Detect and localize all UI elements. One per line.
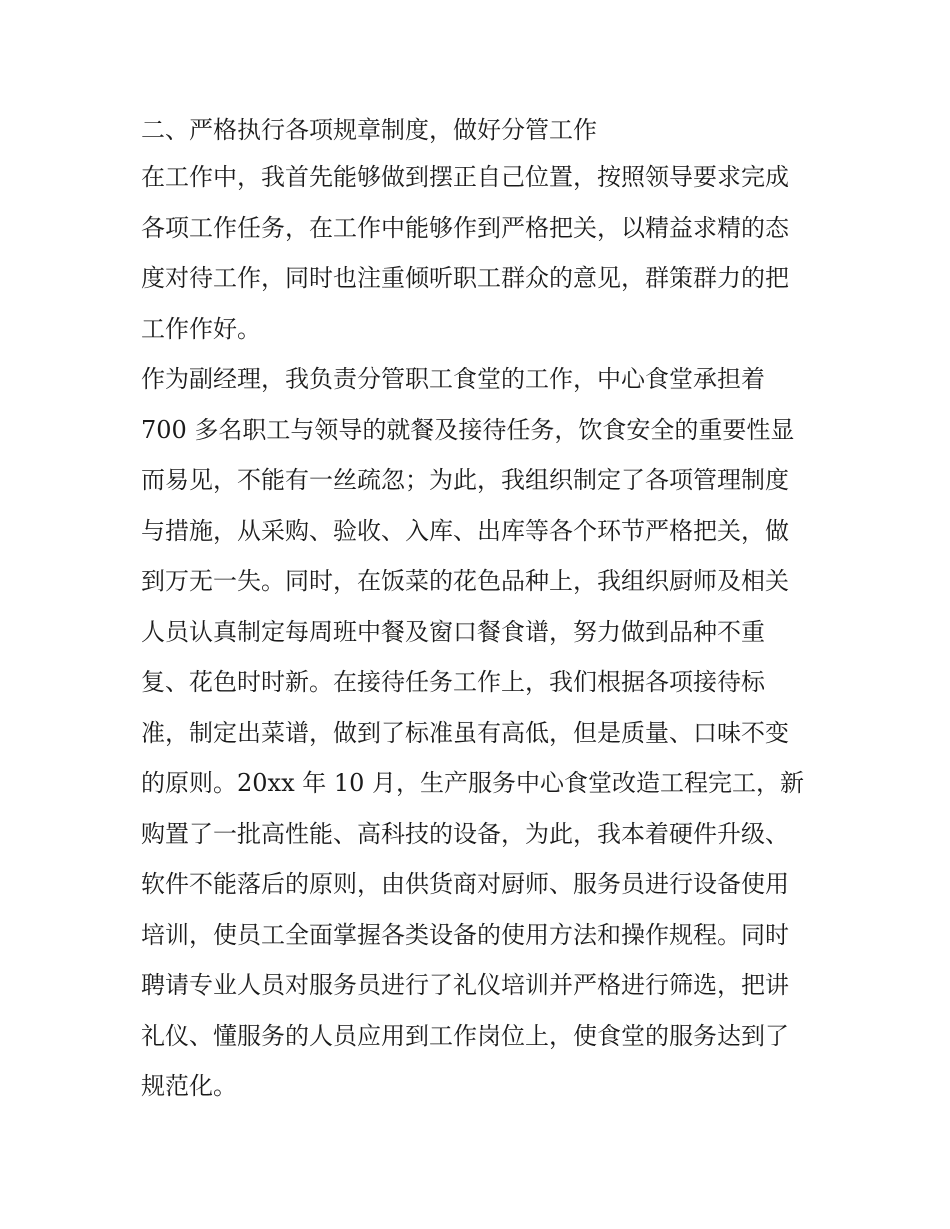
paragraph-line: 购置了一批高性能、高科技的设备，为此，我本着硬件升级、 [141,819,789,848]
paragraph-line: 复、花色时时新。在接待任务工作上，我们根据各项接待标 [141,668,765,696]
paragraph-line: 聘请专业人员对服务员进行了礼仪培训并严格进行筛选，把讲 [141,971,789,999]
paragraph-line: 各项工作任务，在工作中能够作到严格把关，以精益求精的态 [141,213,789,242]
paragraph-line: 培训，使员工全面掌握各类设备的使用方法和操作规程。同时 [141,920,789,949]
document-body [141,108,821,1112]
paragraph-line: 而易见，不能有一丝疏忽；为此，我组织制定了各项管理制度 [141,466,789,494]
paragraph-line: 度对待工作，同时也注重倾听职工群众的意见，群策群力的把 [141,264,789,292]
section-heading: 二、严格执行各项规章制度，做好分管工作 [141,116,597,144]
paragraph-line: 700 多名职工与领导的就餐及接待任务，饮食安全的重要性显 [141,415,795,444]
paragraph-line: 作为副经理，我负责分管职工食堂的工作，中心食堂承担着 [141,365,765,393]
paragraph-line: 软件不能落后的原则，由供货商对厨师、服务员进行设备使用 [141,870,789,898]
paragraph-2 [141,354,821,1112]
paragraph-line: 准，制定出菜谱，做到了标准虽有高低，但是质量、口味不变 [141,718,789,747]
paragraph-line: 人员认真制定每周班中餐及窗口餐食谱，努力做到品种不重 [141,617,765,646]
paragraph-line: 的原则。20xx 年 10 月，生产服务中心食堂改造工程完工，新 [141,769,805,797]
paragraph-line: 规范化。 [141,1072,237,1100]
paragraph-line: 在工作中，我首先能够做到摆正自己位置，按照领导要求完成 [141,163,789,191]
paragraph-line: 到万无一失。同时，在饭菜的花色品种上，我组织厨师及相关 [141,567,789,595]
paragraph-1 [141,152,821,354]
paragraph-line: 工作作好。 [141,314,261,343]
paragraph-line: 与措施，从采购、验收、入库、出库等各个环节严格把关，做 [141,516,789,545]
paragraph-line: 礼仪、懂服务的人员应用到工作岗位上，使食堂的服务达到了 [141,1021,789,1050]
